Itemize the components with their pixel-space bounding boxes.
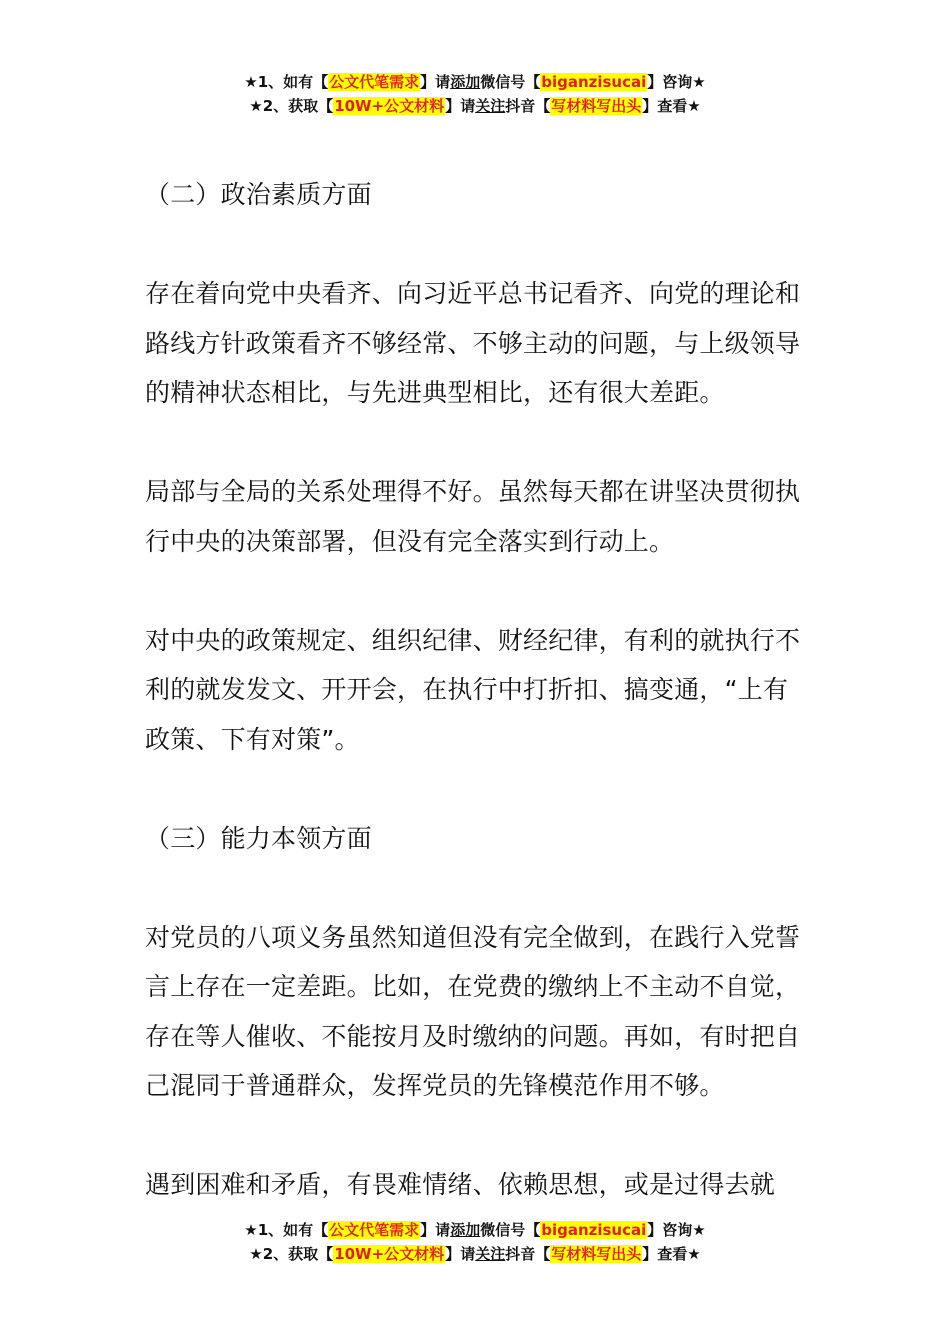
banner-line-2: [0, 1242, 950, 1266]
document-content: [145, 170, 810, 1210]
spacer: [145, 220, 810, 270]
paragraph: 对中央的政策规定、组织纪律、财经纪律，有利的就执行不利的就发发文、开开会，在执行中打折扣、搞变通，“上有政策、下有对策”。: [145, 625, 801, 754]
banner-text: 微信号【: [480, 1221, 541, 1239]
banner-underlined-text: 添加: [450, 73, 481, 91]
banner-text: 】请: [445, 1245, 476, 1263]
banner-text: 】咨询★: [647, 73, 706, 91]
banner-highlight-douyin-account: 写材料写出头: [551, 1245, 642, 1263]
banner-line-1: [0, 1218, 950, 1242]
banner-text: ★1、如有【: [244, 73, 329, 91]
banner-text: 】请: [445, 97, 476, 115]
footer-banner: [0, 1218, 950, 1266]
spacer: [145, 863, 810, 913]
paragraph: 对党员的八项义务虽然知道但没有完全做到，在践行入党誓言上存在一定差距。比如，在党费的缴纳上不主动不自觉，存在等人催收、不能按月及时缴纳的问题。再如，有时把自己混同于普通群众，发挥党员的先锋模范作用不够。: [145, 922, 801, 1100]
banner-text: 】查看★: [642, 1245, 701, 1263]
spacer: [145, 764, 810, 814]
banner-highlight: 公文代笔需求: [329, 1221, 420, 1239]
banner-text: 】请: [420, 73, 451, 91]
banner-highlight: 10W+公文材料: [334, 97, 445, 115]
banner-highlight-douyin-account: 写材料写出头: [551, 97, 642, 115]
banner-underlined-text: 关注: [475, 97, 506, 115]
banner-text: 】查看★: [642, 97, 701, 115]
banner-highlight: 10W+公文材料: [334, 1245, 445, 1263]
spacer: [145, 418, 810, 468]
banner-underlined-text: 添加: [450, 1221, 481, 1239]
banner-text: 】请: [420, 1221, 451, 1239]
banner-text: 抖音【: [505, 97, 551, 115]
banner-underlined-text: 关注: [475, 1245, 506, 1263]
paragraph: 存在着向党中央看齐、向习近平总书记看齐、向党的理论和路线方针政策看齐不够经常、不够主动的问题，与上级领导的精神状态相比，与先进典型相比，还有很大差距。: [145, 279, 801, 407]
banner-text: ★2、获取【: [249, 97, 334, 115]
paragraph: 遇到困难和矛盾，有畏难情绪、依赖思想，或是过得去就: [145, 1170, 776, 1199]
banner-text: 抖音【: [505, 1245, 551, 1263]
banner-text: 】咨询★: [647, 1221, 706, 1239]
section-heading-political-quality: （二）政治素质方面: [145, 180, 372, 209]
banner-highlight: 公文代笔需求: [329, 73, 420, 91]
spacer: [145, 566, 810, 616]
banner-highlight-wechat-id: biganzisucai: [541, 73, 647, 91]
banner-text: ★1、如有【: [244, 1221, 329, 1239]
section-heading-ability: （三）能力本领方面: [145, 823, 372, 853]
banner-text: 微信号【: [480, 73, 541, 91]
banner-highlight-wechat-id: biganzisucai: [541, 1221, 647, 1239]
paragraph: 局部与全局的关系处理得不好。虽然每天都在讲坚决贯彻执行中央的决策部署，但没有完全落实到行动上。: [145, 477, 801, 556]
spacer: [145, 1111, 810, 1161]
banner-text: ★2、获取【: [249, 1245, 334, 1263]
